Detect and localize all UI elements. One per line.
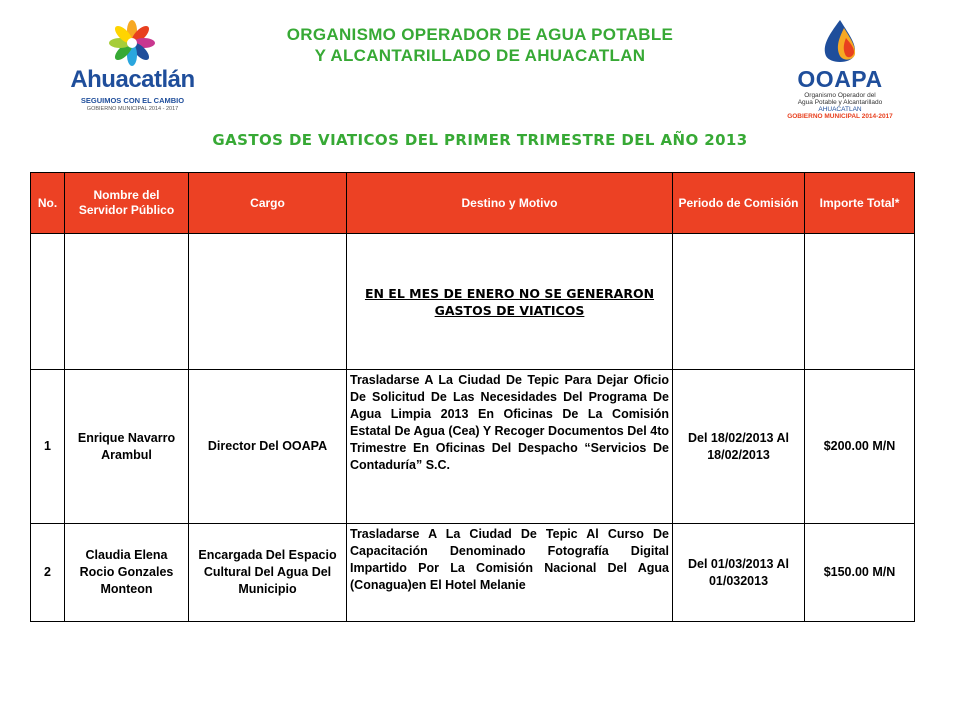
row-no: 2 [31, 524, 65, 622]
table-row-empty-month [31, 234, 915, 370]
water-drop-icon [770, 18, 910, 66]
organization-title-line-2: Y ALCANTARILLADO DE AHUACATLAN [314, 46, 646, 65]
row-cargo: Encargada Del Espacio Cultural Del Agua Del Municipio [189, 524, 347, 622]
row-importe: $150.00 M/N [805, 524, 915, 622]
header-no: No. [31, 173, 65, 234]
table-cell [673, 234, 805, 370]
pinwheel-flower-icon [55, 18, 210, 68]
table-header-row [31, 173, 915, 234]
header-cargo: Cargo [189, 173, 347, 234]
organization-title [215, 24, 745, 66]
header-name: Nombre del Servidor Público [65, 173, 189, 234]
logo-right-name: OOAPA [797, 66, 883, 92]
organization-title-line-1: ORGANISMO OPERADOR DE AGUA POTABLE [286, 25, 674, 44]
table-row [31, 370, 915, 524]
logo-right-line-1: Organismo Operador del [804, 92, 876, 99]
header-periodo: Periodo de Comisión [673, 173, 805, 234]
logo-right-line-2: Agua Potable y Alcantarillado [797, 99, 883, 106]
table-cell [805, 234, 915, 370]
table-cell [31, 234, 65, 370]
table-row [31, 524, 915, 622]
row-destino: Trasladarse A La Ciudad De Tepic Al Curso De Capacitación Denominado Fotografía Digital Impartido Por La Comisión Nacional Del Agua (Conagua)en El Hotel Melanie [347, 524, 673, 622]
logo-left-government: GOBIERNO MUNICIPAL 2014 - 2017 [86, 106, 179, 112]
row-cargo: Director Del OOAPA [189, 370, 347, 524]
row-destino: Trasladarse A La Ciudad De Tepic Para Dejar Oficio De Solicitud De Las Necesidades Del Programa De Agua Limpia 2013 En Oficinas De La Comisión Estatal De Agua (Cea) Y Recoger Documentos Del 4to Trimestre En Oficinas Del Despacho “Servicios De Contaduría” S.C. [347, 370, 673, 524]
row-periodo: Del 18/02/2013 Al 18/02/2013 [673, 370, 805, 524]
report-subtitle: GASTOS DE VIATICOS DEL PRIMER TRIMESTRE DEL AÑO 2013 [212, 131, 748, 149]
row-name: Claudia Elena Rocio Gonzales Monteon [65, 524, 189, 622]
header-destino: Destino y Motivo [347, 173, 673, 234]
ooapa-logo [770, 18, 910, 128]
row-no: 1 [31, 370, 65, 524]
table-cell [65, 234, 189, 370]
logo-right-line-4: GOBIERNO MUNICIPAL 2014-2017 [787, 113, 893, 120]
header-importe: Importe Total* [805, 173, 915, 234]
row-name: Enrique Navarro Arambul [65, 370, 189, 524]
table-cell [189, 234, 347, 370]
logo-left-name: Ahuacatlán [70, 66, 195, 93]
viaticos-table [30, 172, 915, 622]
logo-left-slogan: SEGUIMOS CON EL CAMBIO [80, 96, 185, 105]
row-importe: $200.00 M/N [805, 370, 915, 524]
empty-month-note: EN EL MES DE ENERO NO SE GENERARON GASTOS DE VIATICOS [347, 234, 673, 370]
row-periodo: Del 01/03/2013 Al 01/032013 [673, 524, 805, 622]
ahuacatlan-logo [55, 18, 210, 123]
logo-right-line-3: AHUACATLAN [818, 106, 862, 113]
